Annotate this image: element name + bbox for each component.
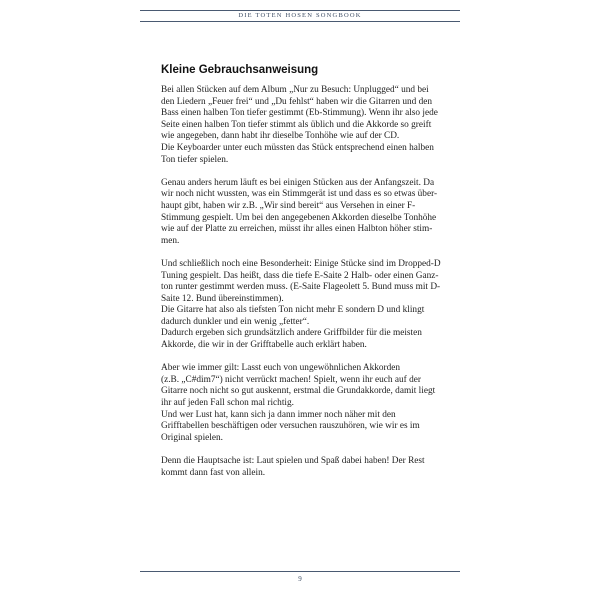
paragraph: [161, 178, 459, 248]
paragraph-line: Denn die Hauptsache ist: Laut spielen und Spaß dabei haben! Der Rest: [161, 456, 425, 466]
paragraph-line: Gitarre noch nicht so gut auskennt, erstmal die Grundakkorde, damit liegt: [161, 386, 436, 397]
footer-rule: [140, 571, 460, 572]
page-heading: Kleine Gebrauchsanweisung: [161, 64, 319, 76]
paragraph-line: ihr auf jeden Fall schon mal richtig.: [161, 398, 294, 409]
page-number: 9: [298, 575, 302, 583]
paragraph-line: haupt gibt, haben wir z.B. „Wir sind bereit“ aus Versehen in einer F-: [161, 200, 416, 211]
paragraph-line: Grifftabellen beschäftigen oder versuchen rauszuhören, wie wir es im: [161, 421, 420, 432]
paragraph-line: wir noch nicht wussten, was ein Stimmgerät ist und dass es so etwas über-: [161, 189, 438, 200]
paragraph-line: Tuning gespielt. Das heißt, dass die tiefe E-Saite 2 Halb- oder einen Ganz-: [161, 270, 439, 281]
paragraph-line: Stimmung gespielt. Um bei den angegebenen Akkorden dieselbe Tonhöhe: [161, 212, 437, 223]
paragraph-line: Seite einen halben Ton tiefer stimmt als üblich und die Akkorde so greift: [161, 119, 432, 130]
paragraph-line: Bei allen Stücken auf dem Album „Nur zu Besuch: Unplugged“ und bei: [161, 85, 429, 95]
paragraph-line: Genau anders herum läuft es bei einigen Stücken aus der Anfangszeit. Da: [161, 177, 435, 188]
paragraph-line: Saite 12. Bund übereinstimmen).: [161, 293, 284, 304]
paragraph-line: dadurch dunkler und ein wenig „fetter“.: [161, 316, 310, 327]
paragraph-line: ton runter gestimmt werden muss. (E-Saite Flageolett 5. Bund muss mit D-: [161, 282, 441, 293]
paragraph-line: wie angegeben, dann habt ihr dieselbe Tonhöhe wie auf der CD.: [161, 131, 400, 142]
paragraph-line: (z.B. „C#dim7“) nicht verrückt machen! Spielt, wenn ihr euch auf der: [161, 374, 421, 385]
paragraph-line: Und wer Lust hat, kann sich ja dann immer noch näher mit den: [161, 409, 396, 420]
paragraph: [161, 456, 459, 479]
paragraph-line: men.: [161, 235, 180, 246]
paragraph-line: Die Keyboarder unter euch müssten das Stück entsprechend einen halben: [161, 142, 434, 153]
paragraph-line: Dadurch ergeben sich grundsätzlich andere Griffbilder für die meisten: [161, 328, 422, 339]
running-head: DIE TOTEN HOSEN SONGBOOK: [238, 12, 362, 19]
paragraph: [161, 363, 459, 444]
paragraph-line: Bass einen halben Ton tiefer gestimmt (Eb-Stimmung). Wenn ihr also jede: [161, 108, 438, 119]
paragraphs-container: [161, 85, 459, 479]
paragraph-line: Ton tiefer spielen.: [161, 154, 229, 165]
paragraph-line: Akkorde, die wir in der Grifftabelle auch erklärt haben.: [161, 340, 367, 351]
paragraph-line: Aber wie immer gilt: Lasst euch von ungewöhnlichen Akkorden: [161, 363, 401, 374]
header-rule-top: [140, 10, 460, 11]
paragraph-line: Original spielen.: [161, 432, 223, 443]
paragraph: [161, 85, 459, 166]
paragraph-line: kommt dann fast von allein.: [161, 467, 266, 478]
header-rule-bottom: [140, 21, 460, 22]
paragraph-line: den Liedern „Feuer frei“ und „Du fehlst“ haben wir die Gitarren und den: [161, 96, 433, 107]
paragraph-line: Und schließlich noch eine Besonderheit: Einige Stücke sind im Dropped-D: [161, 258, 441, 269]
paragraph-line: wie auf der Platte zu erreichen, müsst ihr alles einen Halbton höher stim-: [161, 224, 433, 235]
paragraph-line: Die Gitarre hat also als tiefsten Ton nicht mehr E sondern D und klingt: [161, 305, 425, 316]
page-content: [161, 64, 459, 491]
paragraph: [161, 259, 459, 352]
